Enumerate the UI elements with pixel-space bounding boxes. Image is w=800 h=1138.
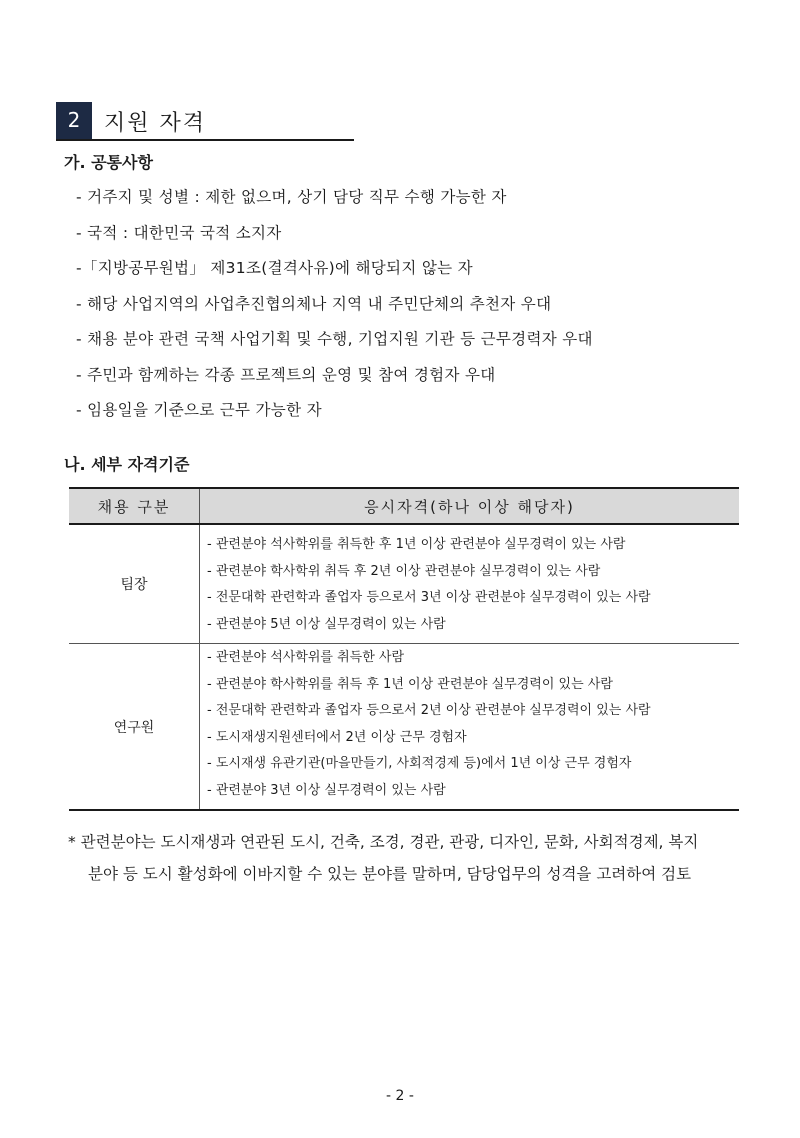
criteria-item: - 도시재생지원센터에서 2년 이상 근무 경험자 <box>207 729 467 745</box>
footnote-line: * 관련분야는 도시재생과 연관된 도시, 건축, 조경, 경관, 관광, 디자인, 문화, 사회적경제, 복지 <box>68 833 699 851</box>
section-header <box>56 102 354 140</box>
criteria-item: - 관련분야 3년 이상 실무경력이 있는 사람 <box>207 782 446 798</box>
role-cell-researcher: 연구원 <box>69 644 200 811</box>
common-requirements-list <box>76 184 593 433</box>
list-item: - 해당 사업지역의 사업추진협의체나 지역 내 주민단체의 추천자 우대 <box>76 294 552 313</box>
criteria-table <box>69 487 739 811</box>
list-item: - 임용일을 기준으로 근무 가능한 자 <box>76 401 322 419</box>
list-item: - 거주지 및 성별 : 제한 없으며, 상기 담당 직무 수행 가능한 자 <box>76 188 507 206</box>
criteria-item: - 도시재생 유관기관(마을만들기, 사회적경제 등)에서 1년 이상 근무 경험자 <box>207 756 632 771</box>
criteria-item: - 관련분야 5년 이상 실무경력이 있는 사람 <box>207 616 446 632</box>
table-header-row <box>69 488 739 524</box>
footnote-line: 분야 등 도시 활성화에 이바지할 수 있는 분야를 말하며, 담당업무의 성격을 고려하여 검토 <box>88 865 692 883</box>
criteria-item: - 전문대학 관련학과 졸업자 등으로서 3년 이상 관련분야 실무경력이 있는 사람 <box>207 590 651 605</box>
criteria-item: - 관련분야 학사학위 취득 후 2년 이상 관련분야 실무경력이 있는 사람 <box>207 563 601 579</box>
list-item: - 국적 : 대한민국 국적 소지자 <box>76 223 282 242</box>
criteria-cell <box>200 524 740 644</box>
section-underline <box>56 139 354 141</box>
table-row <box>69 524 739 644</box>
list-item: - 채용 분야 관련 국책 사업기획 및 수행, 기업지원 기관 등 근무경력자 우대 <box>76 330 593 348</box>
footnote <box>68 826 698 890</box>
criteria-cell <box>200 644 740 811</box>
section-title: 지원 자격 <box>104 111 207 136</box>
criteria-item: - 전문대학 관련학과 졸업자 등으로서 2년 이상 관련분야 실무경력이 있는 사람 <box>207 703 651 718</box>
list-item: - 주민과 함께하는 각종 프로젝트의 운영 및 참여 경험자 우대 <box>76 365 496 384</box>
table-row <box>69 644 739 811</box>
column-header-role: 채용 구분 <box>69 488 200 524</box>
criteria-item: - 관련분야 학사학위를 취득 후 1년 이상 관련분야 실무경력이 있는 사람 <box>207 676 613 692</box>
section-number-badge: 2 <box>56 102 92 139</box>
detail-criteria-heading: 나. 세부 자격기준 <box>64 455 190 474</box>
page-number: - 2 - <box>386 1088 414 1104</box>
role-cell-team-leader: 팀장 <box>69 524 200 644</box>
common-requirements-heading: 가. 공통사항 <box>64 153 153 172</box>
criteria-item: - 관련분야 석사학위를 취득한 후 1년 이상 관련분야 실무경력이 있는 사람 <box>207 537 626 552</box>
column-header-criteria: 응시자격(하나 이상 해당자) <box>200 488 740 524</box>
list-item: -「지방공무원법」 제31조(결격사유)에 해당되지 않는 자 <box>76 259 473 277</box>
criteria-item: - 관련분야 석사학위를 취득한 사람 <box>207 650 405 665</box>
